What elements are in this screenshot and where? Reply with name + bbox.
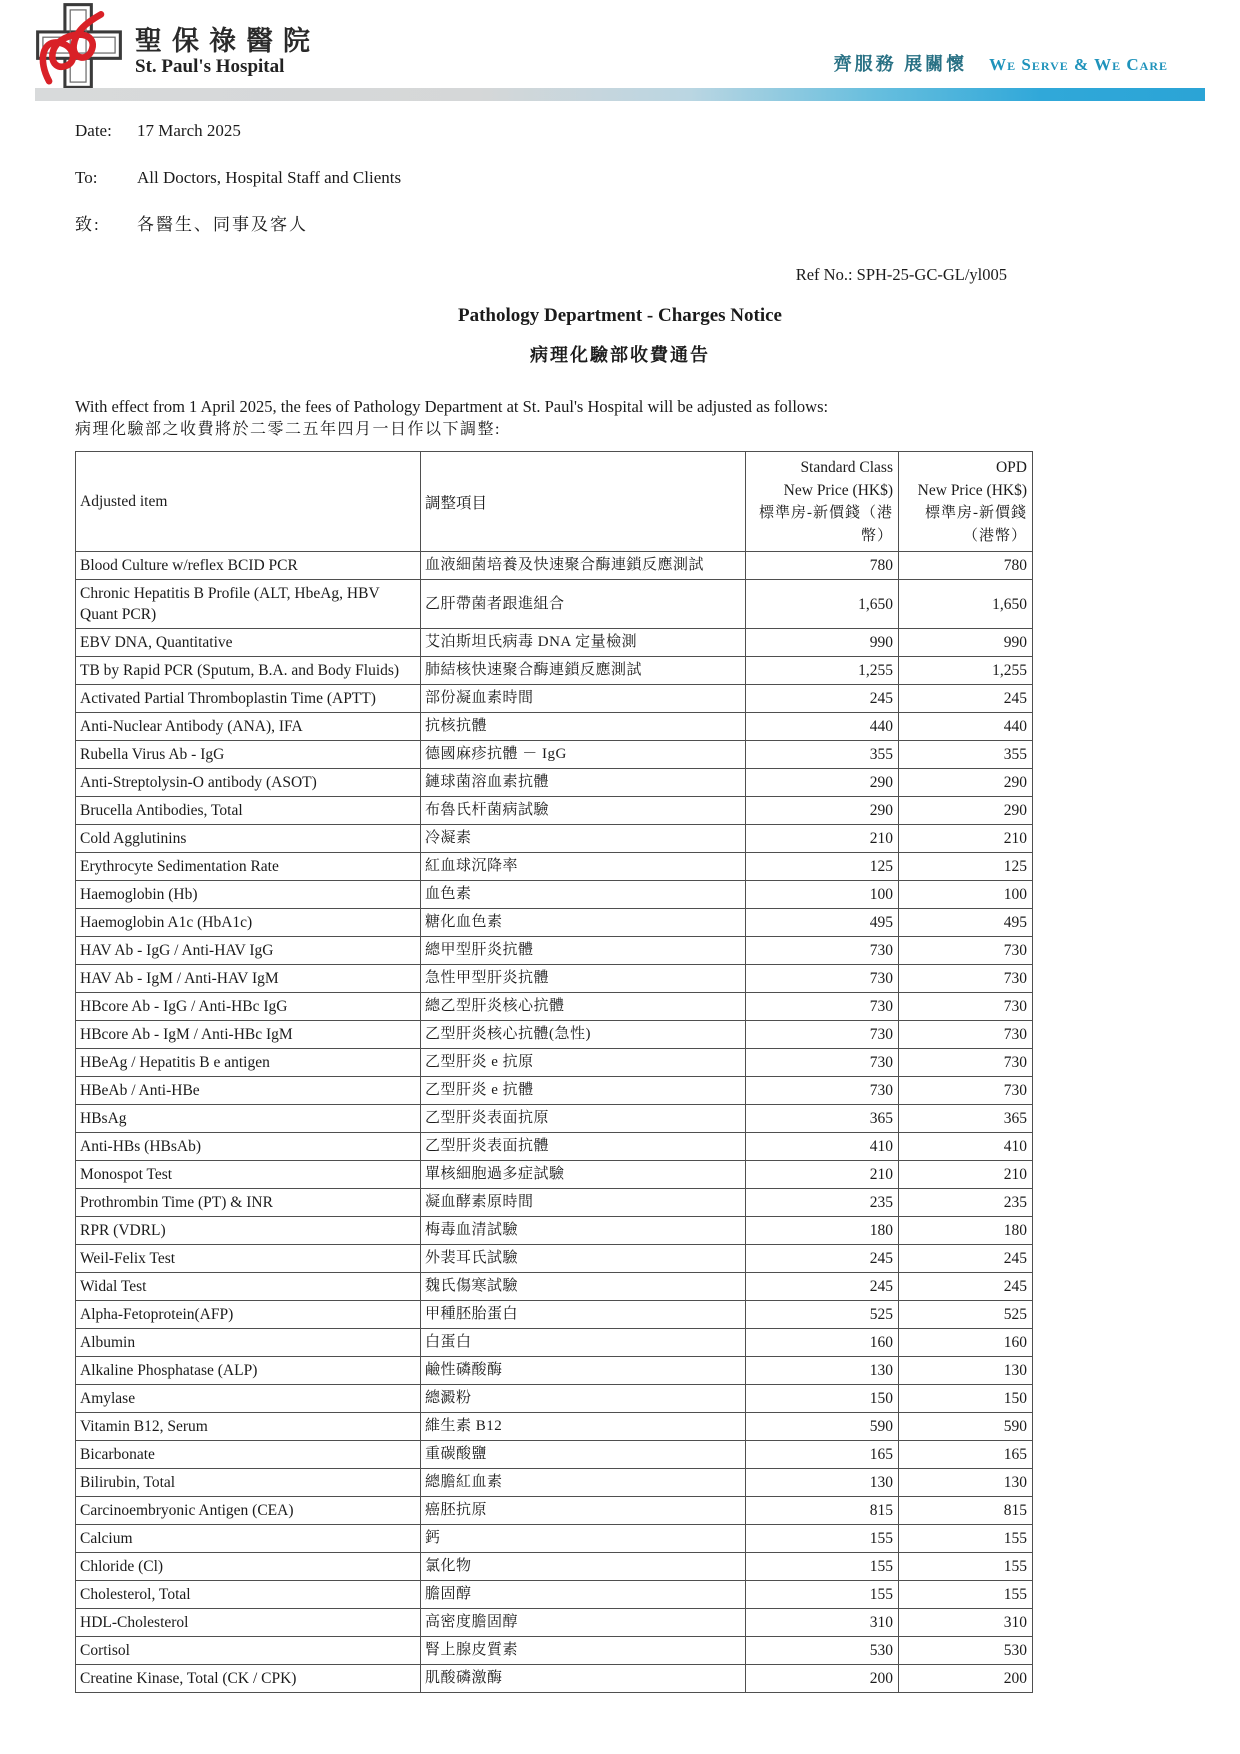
price-standard-class: 730 — [746, 965, 899, 993]
adjusted-item-zh: 凝血酵素原時間 — [421, 1189, 746, 1217]
price-standard-class: 1,255 — [746, 657, 899, 685]
price-standard-class: 210 — [746, 825, 899, 853]
price-standard-class: 245 — [746, 1273, 899, 1301]
charges-table-body — [76, 552, 1033, 1693]
price-standard-class: 130 — [746, 1357, 899, 1385]
adjusted-item-zh: 肌酸磷激酶 — [421, 1665, 746, 1693]
adjusted-item-zh: 總澱粉 — [421, 1385, 746, 1413]
adjusted-item-zh: 鏈球菌溶血素抗體 — [421, 769, 746, 797]
adjusted-item-en: Blood Culture w/reflex BCID PCR — [76, 552, 421, 580]
adjusted-item-en: Brucella Antibodies, Total — [76, 797, 421, 825]
adjusted-item-en: Calcium — [76, 1525, 421, 1553]
table-row — [76, 657, 1033, 685]
table-row — [76, 1189, 1033, 1217]
adjusted-item-zh: 乙型肝炎 e 抗原 — [421, 1049, 746, 1077]
price-opd: 245 — [899, 1245, 1033, 1273]
adjusted-item-en: Cortisol — [76, 1637, 421, 1665]
table-row — [76, 769, 1033, 797]
charges-table-header — [76, 452, 1033, 552]
price-standard-class: 245 — [746, 1245, 899, 1273]
page-title-en: Pathology Department - Charges Notice — [458, 305, 782, 326]
adjusted-item-zh: 冷凝素 — [421, 825, 746, 853]
price-standard-class: 365 — [746, 1105, 899, 1133]
price-opd: 200 — [899, 1665, 1033, 1693]
tagline — [834, 50, 1168, 90]
price-opd: 730 — [899, 993, 1033, 1021]
adjusted-item-zh: 總甲型肝炎抗體 — [421, 937, 746, 965]
table-row — [76, 1301, 1033, 1329]
price-opd: 1,255 — [899, 657, 1033, 685]
table-row — [76, 1609, 1033, 1637]
price-opd: 530 — [899, 1637, 1033, 1665]
adjusted-item-en: Rubella Virus Ab - IgG — [76, 741, 421, 769]
adjusted-item-en: HBcore Ab - IgM / Anti-HBc IgM — [76, 1021, 421, 1049]
header-adjusted-item-en: Adjusted item — [76, 452, 421, 552]
to-zh-value: 各醫生、同事及客人 — [137, 215, 308, 234]
adjusted-item-zh: 德國麻疹抗體 － IgG — [421, 741, 746, 769]
header-opd-line4: （港幣） — [962, 527, 1027, 544]
adjusted-item-en: EBV DNA, Quantitative — [76, 629, 421, 657]
price-opd: 210 — [899, 1161, 1033, 1189]
header-opd-price — [899, 452, 1033, 552]
hospital-name-en: St. Paul's Hospital — [135, 56, 285, 77]
to-row — [75, 167, 1165, 189]
price-opd: 730 — [899, 965, 1033, 993]
price-opd: 155 — [899, 1525, 1033, 1553]
price-standard-class: 180 — [746, 1217, 899, 1245]
price-standard-class: 530 — [746, 1637, 899, 1665]
adjusted-item-en: HAV Ab - IgM / Anti-HAV IgM — [76, 965, 421, 993]
table-row — [76, 1553, 1033, 1581]
adjusted-item-en: Haemoglobin (Hb) — [76, 881, 421, 909]
price-standard-class: 155 — [746, 1553, 899, 1581]
price-opd: 155 — [899, 1553, 1033, 1581]
adjusted-item-en: HAV Ab - IgG / Anti-HAV IgG — [76, 937, 421, 965]
to-zh-label: 致: — [75, 215, 101, 234]
adjusted-item-zh: 腎上腺皮質素 — [421, 1637, 746, 1665]
table-row — [76, 797, 1033, 825]
adjusted-item-en: HBsAg — [76, 1105, 421, 1133]
table-row — [76, 741, 1033, 769]
adjusted-item-en: Prothrombin Time (PT) & INR — [76, 1189, 421, 1217]
table-row — [76, 629, 1033, 657]
price-standard-class: 235 — [746, 1189, 899, 1217]
price-standard-class: 160 — [746, 1329, 899, 1357]
adjusted-item-zh: 梅毒血清試驗 — [421, 1217, 746, 1245]
adjusted-item-en: HBcore Ab - IgG / Anti-HBc IgG — [76, 993, 421, 1021]
table-row — [76, 1441, 1033, 1469]
adjusted-item-zh: 肺結核快速聚合酶連鎖反應測試 — [421, 657, 746, 685]
price-opd: 130 — [899, 1357, 1033, 1385]
price-standard-class: 730 — [746, 937, 899, 965]
meta-block — [75, 120, 1165, 236]
tagline-en: We Serve & We Care — [989, 55, 1168, 74]
adjusted-item-zh: 氯化物 — [421, 1553, 746, 1581]
table-row — [76, 1581, 1033, 1609]
letterhead-accent-bar — [35, 88, 1205, 101]
to-value: All Doctors, Hospital Staff and Clients — [137, 168, 402, 187]
table-row — [76, 1105, 1033, 1133]
charges-table — [75, 451, 1033, 1693]
table-row — [76, 713, 1033, 741]
adjusted-item-en: Creatine Kinase, Total (CK / CPK) — [76, 1665, 421, 1693]
table-row — [76, 993, 1033, 1021]
price-opd: 290 — [899, 769, 1033, 797]
price-standard-class: 290 — [746, 797, 899, 825]
adjusted-item-zh: 鹼性磷酸酶 — [421, 1357, 746, 1385]
price-opd: 245 — [899, 1273, 1033, 1301]
adjusted-item-zh: 血液細菌培養及快速聚合酶連鎖反應測試 — [421, 552, 746, 580]
adjusted-item-en: HBeAb / Anti-HBe — [76, 1077, 421, 1105]
adjusted-item-zh: 維生素 B12 — [421, 1413, 746, 1441]
price-opd: 290 — [899, 797, 1033, 825]
table-row — [76, 1273, 1033, 1301]
price-opd: 730 — [899, 1077, 1033, 1105]
adjusted-item-en: HBeAg / Hepatitis B e antigen — [76, 1049, 421, 1077]
adjusted-item-en: RPR (VDRL) — [76, 1217, 421, 1245]
table-row — [76, 1021, 1033, 1049]
price-opd: 730 — [899, 937, 1033, 965]
price-standard-class: 495 — [746, 909, 899, 937]
adjusted-item-en: Widal Test — [76, 1273, 421, 1301]
price-standard-class: 730 — [746, 993, 899, 1021]
adjusted-item-en: Vitamin B12, Serum — [76, 1413, 421, 1441]
price-opd: 440 — [899, 713, 1033, 741]
adjusted-item-en: Chloride (Cl) — [76, 1553, 421, 1581]
price-opd: 495 — [899, 909, 1033, 937]
price-standard-class: 355 — [746, 741, 899, 769]
price-standard-class: 155 — [746, 1581, 899, 1609]
table-row — [76, 552, 1033, 580]
adjusted-item-zh: 單核細胞過多症試驗 — [421, 1161, 746, 1189]
price-opd: 815 — [899, 1497, 1033, 1525]
table-row — [76, 1665, 1033, 1693]
document-body — [75, 112, 1165, 1693]
adjusted-item-zh: 乙肝帶菌者跟進組合 — [421, 580, 746, 629]
price-standard-class: 130 — [746, 1469, 899, 1497]
adjusted-item-zh: 乙型肝炎 e 抗體 — [421, 1077, 746, 1105]
table-row — [76, 937, 1033, 965]
adjusted-item-zh: 艾泊斯坦氏病毒 DNA 定量檢測 — [421, 629, 746, 657]
hospital-logo-block — [35, 0, 320, 90]
price-standard-class: 155 — [746, 1525, 899, 1553]
adjusted-item-en: Activated Partial Thromboplastin Time (APTT) — [76, 685, 421, 713]
adjusted-item-en: Anti-HBs (HBsAb) — [76, 1133, 421, 1161]
adjusted-item-en: TB by Rapid PCR (Sputum, B.A. and Body Fluids) — [76, 657, 421, 685]
price-opd: 310 — [899, 1609, 1033, 1637]
adjusted-item-zh: 急性甲型肝炎抗體 — [421, 965, 746, 993]
intro-zh: 病理化驗部之收費將於二零二五年四月一日作以下調整: — [75, 421, 501, 438]
adjusted-item-en: Haemoglobin A1c (HbA1c) — [76, 909, 421, 937]
adjusted-item-en: Alkaline Phosphatase (ALP) — [76, 1357, 421, 1385]
price-opd: 410 — [899, 1133, 1033, 1161]
hospital-cross-ribbon-logo-icon — [35, 2, 123, 90]
adjusted-item-zh: 部份凝血素時間 — [421, 685, 746, 713]
to-label: To: — [75, 168, 98, 187]
adjusted-item-zh: 總乙型肝炎核心抗體 — [421, 993, 746, 1021]
price-standard-class: 815 — [746, 1497, 899, 1525]
price-opd: 130 — [899, 1469, 1033, 1497]
adjusted-item-en: Chronic Hepatitis B Profile (ALT, HbeAg, HBV Quant PCR) — [76, 580, 421, 629]
date-label: Date: — [75, 121, 112, 140]
adjusted-item-zh: 魏氏傷寒試驗 — [421, 1273, 746, 1301]
adjusted-item-en: Amylase — [76, 1385, 421, 1413]
date-value: 17 March 2025 — [137, 121, 241, 140]
table-row — [76, 1357, 1033, 1385]
price-opd: 210 — [899, 825, 1033, 853]
adjusted-item-zh: 乙型肝炎表面抗體 — [421, 1133, 746, 1161]
price-standard-class: 1,650 — [746, 580, 899, 629]
table-row — [76, 853, 1033, 881]
tagline-zh: 齊服務 展關懷 — [833, 54, 968, 74]
table-row — [76, 909, 1033, 937]
adjusted-item-zh: 血色素 — [421, 881, 746, 909]
price-standard-class: 780 — [746, 552, 899, 580]
price-opd: 1,650 — [899, 580, 1033, 629]
adjusted-item-en: Cold Agglutinins — [76, 825, 421, 853]
price-standard-class: 730 — [746, 1077, 899, 1105]
table-row — [76, 965, 1033, 993]
letterhead — [35, 12, 1168, 90]
price-opd: 155 — [899, 1581, 1033, 1609]
header-standard-class-price — [746, 452, 899, 552]
adjusted-item-en: Bicarbonate — [76, 1441, 421, 1469]
adjusted-item-zh: 乙型肝炎核心抗體(急性) — [421, 1021, 746, 1049]
price-opd: 235 — [899, 1189, 1033, 1217]
page-title-zh: 病理化驗部收費通告 — [530, 345, 710, 365]
adjusted-item-en: Anti-Nuclear Antibody (ANA), IFA — [76, 713, 421, 741]
table-row — [76, 881, 1033, 909]
to-zh-row — [75, 214, 1165, 236]
price-opd: 780 — [899, 552, 1033, 580]
price-standard-class: 730 — [746, 1021, 899, 1049]
table-row — [76, 825, 1033, 853]
adjusted-item-zh: 抗核抗體 — [421, 713, 746, 741]
price-opd: 100 — [899, 881, 1033, 909]
header-adjusted-item-zh: 調整項目 — [421, 452, 746, 552]
adjusted-item-zh: 外裴耳氏試驗 — [421, 1245, 746, 1273]
table-row — [76, 1217, 1033, 1245]
adjusted-item-en: Anti-Streptolysin-O antibody (ASOT) — [76, 769, 421, 797]
header-opd-line2: New Price (HK$) — [917, 481, 1027, 499]
adjusted-item-en: Monospot Test — [76, 1161, 421, 1189]
price-opd: 245 — [899, 685, 1033, 713]
header-opd-line3: 標準房-新價錢 — [925, 504, 1027, 521]
price-opd: 150 — [899, 1385, 1033, 1413]
price-standard-class: 245 — [746, 685, 899, 713]
intro-en: With effect from 1 April 2025, the fees of Pathology Department at St. Paul's Hospital will be adjusted as follows: — [75, 397, 829, 416]
price-opd: 365 — [899, 1105, 1033, 1133]
ref-no: Ref No.: SPH-25-GC-GL/yl005 — [795, 265, 1007, 284]
table-row — [76, 1049, 1033, 1077]
price-standard-class: 730 — [746, 1049, 899, 1077]
adjusted-item-zh: 糖化血色素 — [421, 909, 746, 937]
table-row — [76, 1637, 1033, 1665]
price-standard-class: 410 — [746, 1133, 899, 1161]
price-standard-class: 440 — [746, 713, 899, 741]
price-opd: 180 — [899, 1217, 1033, 1245]
header-standard-line1: Standard Class — [800, 458, 893, 476]
price-standard-class: 590 — [746, 1413, 899, 1441]
price-opd: 160 — [899, 1329, 1033, 1357]
price-opd: 590 — [899, 1413, 1033, 1441]
price-standard-class: 100 — [746, 881, 899, 909]
adjusted-item-zh: 紅血球沉降率 — [421, 853, 746, 881]
price-standard-class: 290 — [746, 769, 899, 797]
price-opd: 730 — [899, 1021, 1033, 1049]
table-row — [76, 1245, 1033, 1273]
table-row — [76, 685, 1033, 713]
adjusted-item-en: Erythrocyte Sedimentation Rate — [76, 853, 421, 881]
adjusted-item-zh: 總膽紅血素 — [421, 1469, 746, 1497]
price-opd: 990 — [899, 629, 1033, 657]
price-standard-class: 150 — [746, 1385, 899, 1413]
price-opd: 355 — [899, 741, 1033, 769]
price-standard-class: 210 — [746, 1161, 899, 1189]
adjusted-item-en: Carcinoembryonic Antigen (CEA) — [76, 1497, 421, 1525]
adjusted-item-zh: 乙型肝炎表面抗原 — [421, 1105, 746, 1133]
date-row — [75, 120, 1165, 142]
price-opd: 525 — [899, 1301, 1033, 1329]
price-standard-class: 125 — [746, 853, 899, 881]
table-row — [76, 1133, 1033, 1161]
table-row — [76, 580, 1033, 629]
price-standard-class: 525 — [746, 1301, 899, 1329]
price-standard-class: 990 — [746, 629, 899, 657]
hospital-name-block — [135, 8, 320, 78]
header-standard-line4: 幣） — [860, 527, 893, 544]
table-row — [76, 1329, 1033, 1357]
table-row — [76, 1413, 1033, 1441]
adjusted-item-en: Cholesterol, Total — [76, 1581, 421, 1609]
adjusted-item-zh: 鈣 — [421, 1525, 746, 1553]
table-row — [76, 1497, 1033, 1525]
adjusted-item-en: HDL-Cholesterol — [76, 1609, 421, 1637]
table-row — [76, 1469, 1033, 1497]
table-row — [76, 1525, 1033, 1553]
adjusted-item-zh: 高密度膽固醇 — [421, 1609, 746, 1637]
adjusted-item-zh: 膽固醇 — [421, 1581, 746, 1609]
header-standard-line2: New Price (HK$) — [783, 481, 893, 499]
price-opd: 165 — [899, 1441, 1033, 1469]
table-row — [76, 1385, 1033, 1413]
adjusted-item-zh: 重碳酸鹽 — [421, 1441, 746, 1469]
adjusted-item-en: Weil-Felix Test — [76, 1245, 421, 1273]
price-standard-class: 200 — [746, 1665, 899, 1693]
adjusted-item-en: Bilirubin, Total — [76, 1469, 421, 1497]
header-row — [76, 452, 1033, 552]
price-opd: 125 — [899, 853, 1033, 881]
price-standard-class: 310 — [746, 1609, 899, 1637]
table-row — [76, 1077, 1033, 1105]
adjusted-item-en: Alpha-Fetoprotein(AFP) — [76, 1301, 421, 1329]
adjusted-item-zh: 甲種胚胎蛋白 — [421, 1301, 746, 1329]
adjusted-item-zh: 布魯氏杆菌病試驗 — [421, 797, 746, 825]
hospital-name-zh: 聖保祿醫院 — [135, 26, 320, 56]
adjusted-item-zh: 白蛋白 — [421, 1329, 746, 1357]
header-opd-line1: OPD — [995, 458, 1027, 476]
adjusted-item-zh: 癌胚抗原 — [421, 1497, 746, 1525]
price-opd: 730 — [899, 1049, 1033, 1077]
table-row — [76, 1161, 1033, 1189]
price-standard-class: 165 — [746, 1441, 899, 1469]
adjusted-item-en: Albumin — [76, 1329, 421, 1357]
header-standard-line3: 標準房-新價錢（港 — [759, 504, 893, 521]
